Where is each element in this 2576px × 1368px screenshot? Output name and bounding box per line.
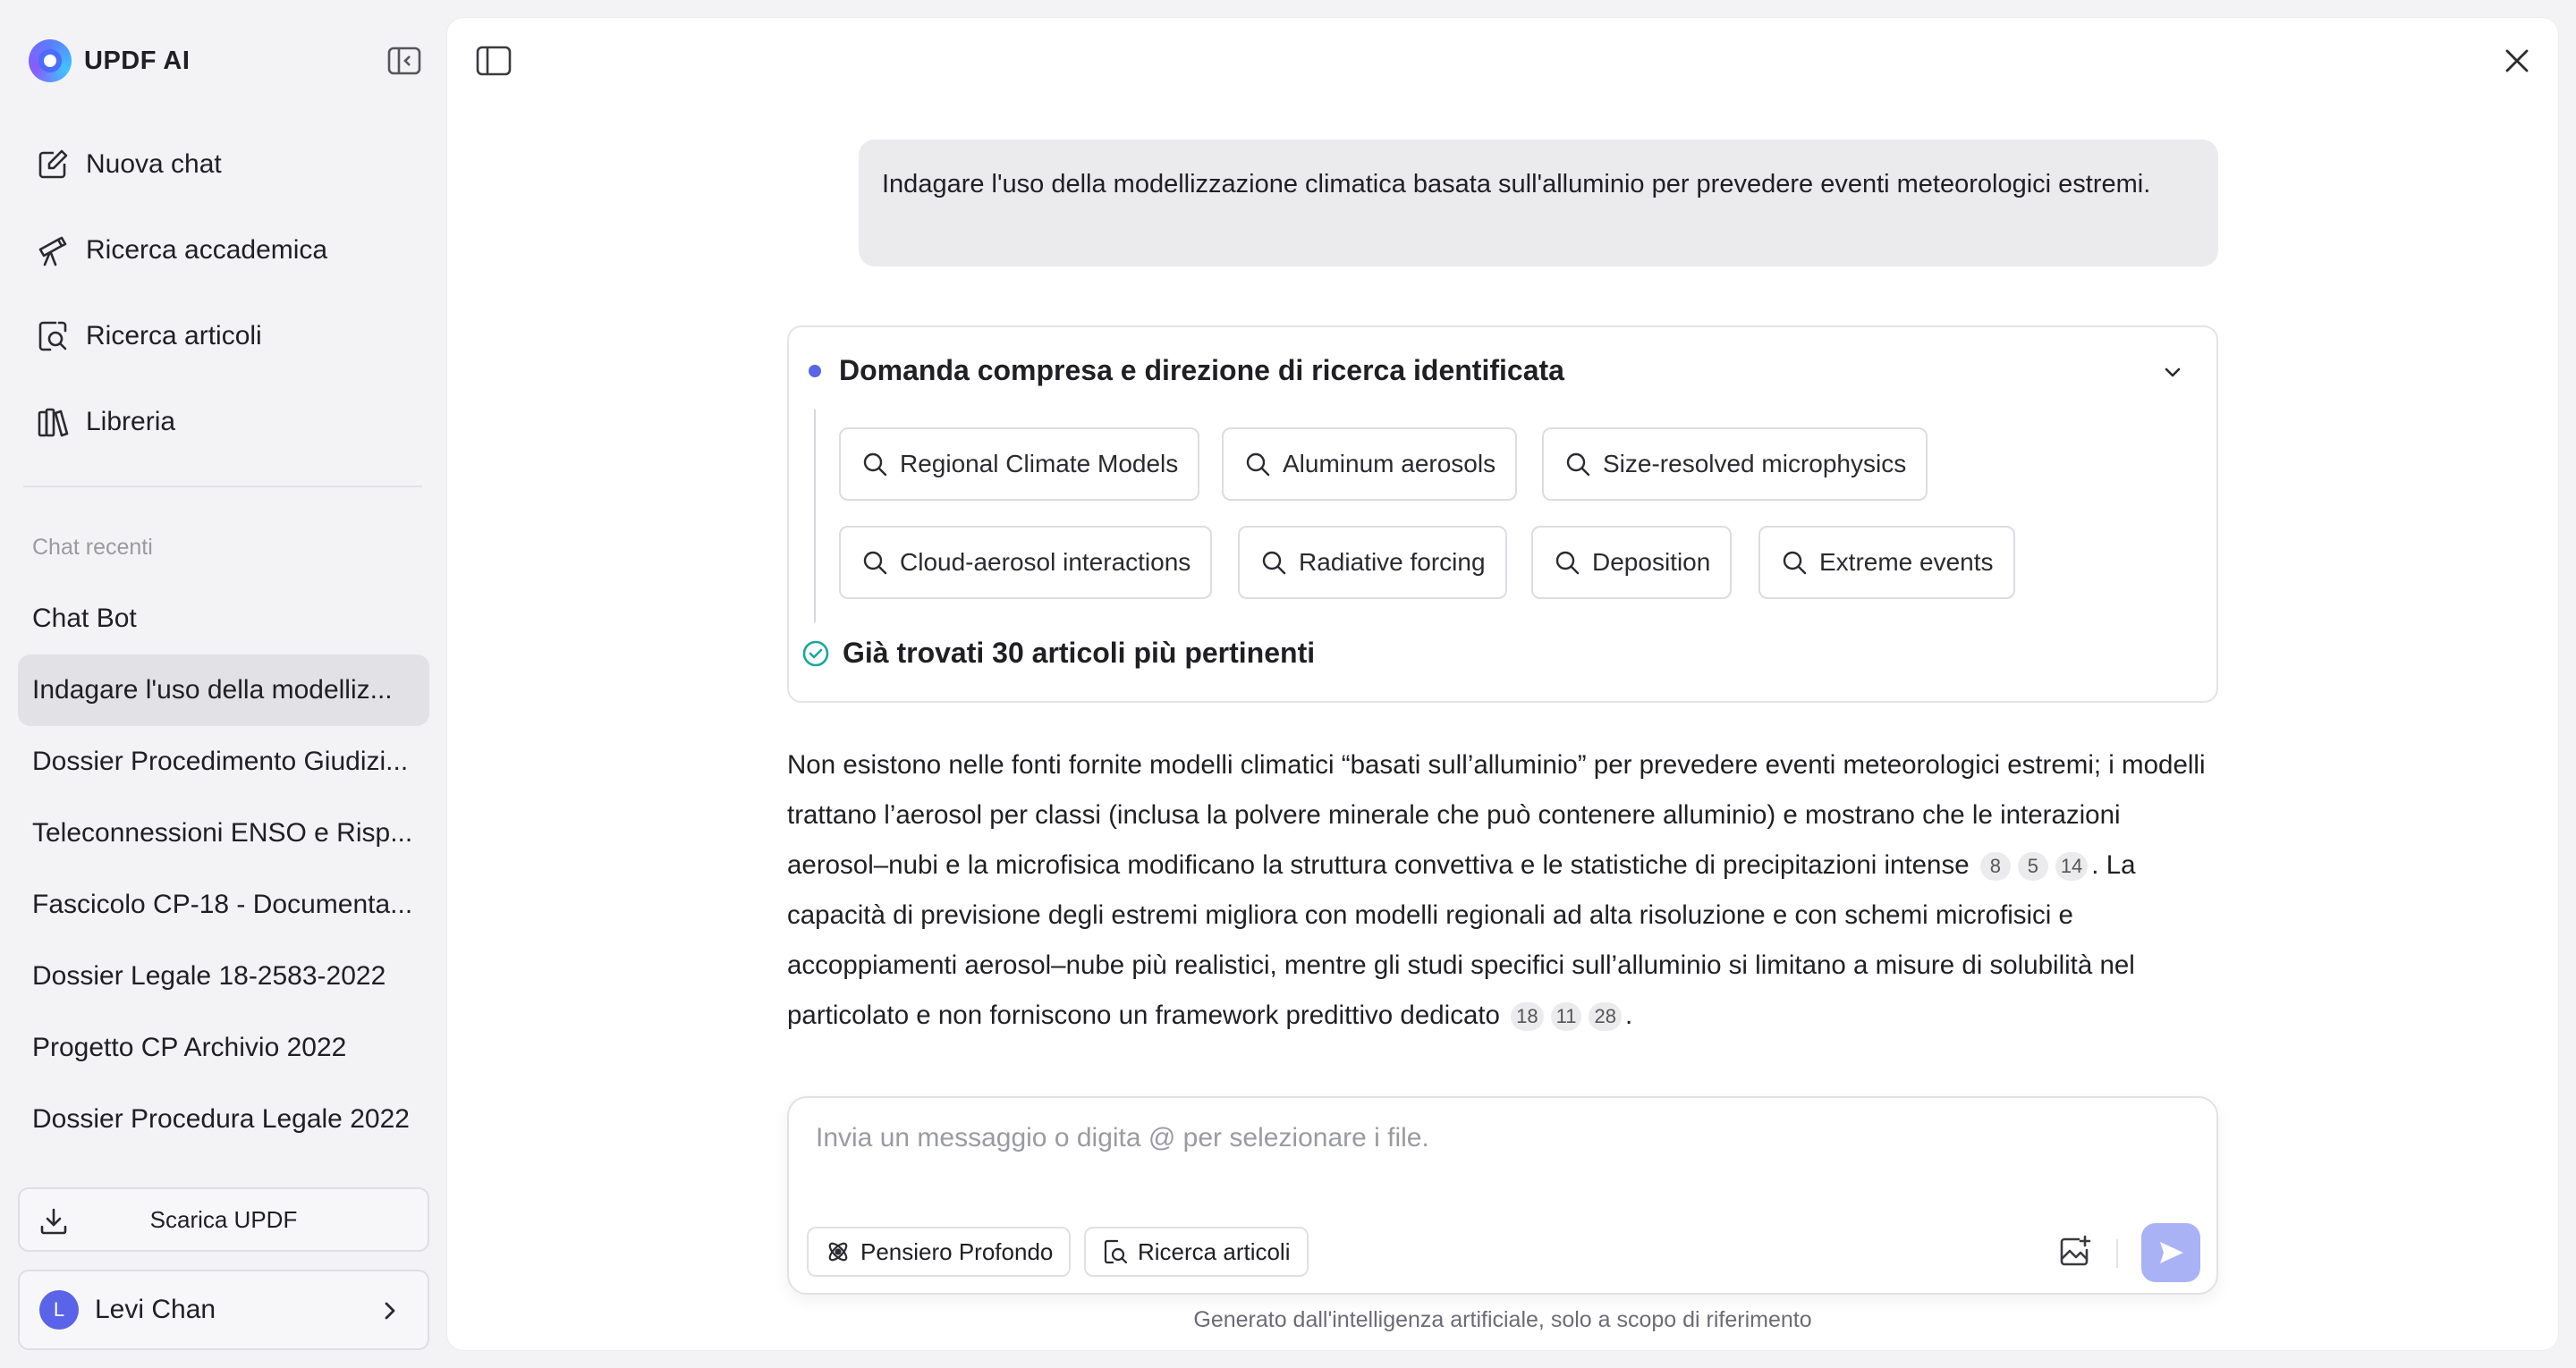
recent-chat-item[interactable]: Dossier Legale 18-2583-2022 <box>32 961 386 991</box>
download-updf-button[interactable] <box>18 1187 429 1252</box>
close-icon[interactable] <box>2501 45 2533 77</box>
chip-label: Radiative forcing <box>1299 548 1486 576</box>
toolbar-separator <box>2116 1239 2118 1268</box>
articles-found-status <box>801 637 1315 670</box>
nav-item-label: Libreria <box>86 407 176 436</box>
nav-item-library[interactable] <box>18 379 429 465</box>
research-title-text: Domanda compresa e direzione di ricerca identificata <box>839 354 1564 386</box>
search-icon <box>860 548 889 577</box>
send-icon <box>2157 1238 2185 1267</box>
search-icon <box>1553 548 1581 577</box>
brand[interactable] <box>29 39 190 82</box>
nav-item-article-search[interactable] <box>18 293 429 379</box>
image-upload-icon[interactable] <box>2057 1234 2093 1270</box>
chevron-down-icon[interactable] <box>2159 359 2186 386</box>
search-term-chip[interactable] <box>839 526 1212 599</box>
recent-chat-item[interactable]: Dossier Procedimento Giudizi... <box>32 747 409 776</box>
document-search-icon <box>1102 1238 1129 1265</box>
search-icon <box>1259 548 1288 577</box>
recent-chat-item[interactable]: Chat Bot <box>32 604 137 633</box>
nav-item-label: Nuova chat <box>86 149 222 179</box>
avatar: L <box>39 1290 79 1330</box>
status-dot <box>809 365 821 377</box>
search-term-chip[interactable] <box>1531 526 1732 599</box>
brand-name: UPDF AI <box>84 46 191 75</box>
nav-item-label: Ricerca accademica <box>86 235 328 265</box>
answer-text: . La capacità di previsione degli estremi migliora con modelli regionali ad alta risoluzione e con schemi microfisici e accoppiamenti aerosol–nube più realistici, mentre gli studi specifici sull’alluminio si limitano a misure di solubilità nel particolato e non forniscono un framework predittivo dedicato <box>787 850 2136 1030</box>
chevron-right-icon <box>377 1298 402 1323</box>
download-label: Scarica UPDF <box>149 1205 298 1233</box>
chip-label: Extreme events <box>1819 548 1994 576</box>
chip-label: Deposition <box>1592 548 1711 576</box>
chip-label: Regional Climate Models <box>900 450 1179 477</box>
recent-chat-item[interactable]: Progetto CP Archivio 2022 <box>32 1033 347 1062</box>
nav-item-new-chat[interactable] <box>18 122 429 207</box>
chip-label: Cloud-aerosol interactions <box>900 548 1191 576</box>
recent-chats-list <box>18 583 429 1155</box>
atom-icon <box>825 1238 852 1265</box>
articles-found-text: Già trovati 30 articoli più pertinenti <box>843 637 1316 669</box>
article-search-button[interactable] <box>1084 1227 1309 1277</box>
telescope-icon <box>36 233 70 267</box>
citation-badge[interactable]: 28 <box>1589 1002 1621 1031</box>
nav-item-academic-search[interactable] <box>18 207 429 293</box>
search-term-chip[interactable] <box>1238 526 1507 599</box>
search-term-chip[interactable] <box>1542 427 1928 501</box>
user-profile-button[interactable] <box>18 1270 429 1350</box>
chat-panel <box>447 18 2558 1350</box>
collapse-sidebar-icon[interactable] <box>386 45 422 77</box>
research-title[interactable] <box>809 354 1564 387</box>
citation-badge[interactable]: 11 <box>1551 1002 1582 1031</box>
citation-badge[interactable]: 8 <box>1980 852 2011 881</box>
timeline-line <box>814 410 816 622</box>
nav-item-label: Ricerca articoli <box>86 321 262 350</box>
download-icon <box>38 1205 70 1237</box>
chip-label: Aluminum aerosols <box>1283 450 1496 477</box>
search-icon <box>1780 548 1809 577</box>
deep-think-label: Pensiero Profondo <box>860 1237 1054 1265</box>
search-icon <box>1243 450 1272 478</box>
edit-icon <box>36 148 70 182</box>
books-icon <box>36 405 70 439</box>
document-search-icon <box>36 319 70 353</box>
updf-logo-icon <box>29 39 72 82</box>
message-composer <box>787 1096 2218 1295</box>
search-term-chip[interactable] <box>1758 526 2015 599</box>
check-circle-icon <box>801 639 830 668</box>
search-term-chip[interactable] <box>1222 427 1517 501</box>
search-icon <box>1563 450 1592 478</box>
search-icon <box>860 450 889 478</box>
send-button[interactable] <box>2141 1223 2200 1282</box>
recent-chat-item[interactable]: Dossier Procedura Legale 2022 <box>32 1104 410 1134</box>
assistant-answer <box>787 740 2218 1041</box>
citation-badge[interactable]: 14 <box>2055 852 2088 881</box>
recent-chat-item[interactable]: Teleconnessioni ENSO e Risp... <box>32 818 413 848</box>
answer-text: . <box>1624 1001 1633 1030</box>
panel-toggle-icon[interactable] <box>474 43 513 79</box>
research-direction-card <box>787 325 2218 703</box>
message-input[interactable] <box>816 1123 2157 1153</box>
recent-chat-item-active[interactable]: Indagare l'uso della modelliz... <box>18 654 429 726</box>
user-message-bubble: Indagare l'uso della modellizzazione climatica basata sull'alluminio per prevedere eventi meteorologici estremi. <box>859 139 2218 266</box>
citation-badge[interactable]: 18 <box>1511 1002 1543 1031</box>
search-term-chip[interactable] <box>839 427 1199 501</box>
citation-badge[interactable]: 5 <box>2018 852 2048 881</box>
recent-chat-item[interactable]: Fascicolo CP-18 - Documenta... <box>32 890 413 919</box>
sidebar-divider <box>23 486 422 487</box>
deep-think-button[interactable] <box>807 1227 1071 1277</box>
sidebar-nav <box>18 122 429 465</box>
sidebar <box>0 0 447 1368</box>
user-name: Levi Chan <box>95 1295 216 1324</box>
recent-chats-label: Chat recenti <box>32 535 153 560</box>
article-search-label: Ricerca articoli <box>1138 1237 1291 1265</box>
ai-disclaimer: Generato dall'intelligenza artificiale, solo a scopo di riferimento <box>1193 1307 1812 1332</box>
answer-text: Non esistono nelle fonti fornite modelli climatici “basati sull’alluminio” per prevedere eventi meteorologici estremi; i modelli trattano l’aerosol per classi (inclusa la polvere minerale che può contenere alluminio) e mostrano che le interazioni aerosol–nubi e la microfisica modificano la struttura convettiva e le statistiche di precipitazioni intense <box>787 750 2206 880</box>
chip-label: Size-resolved microphysics <box>1603 450 1907 477</box>
